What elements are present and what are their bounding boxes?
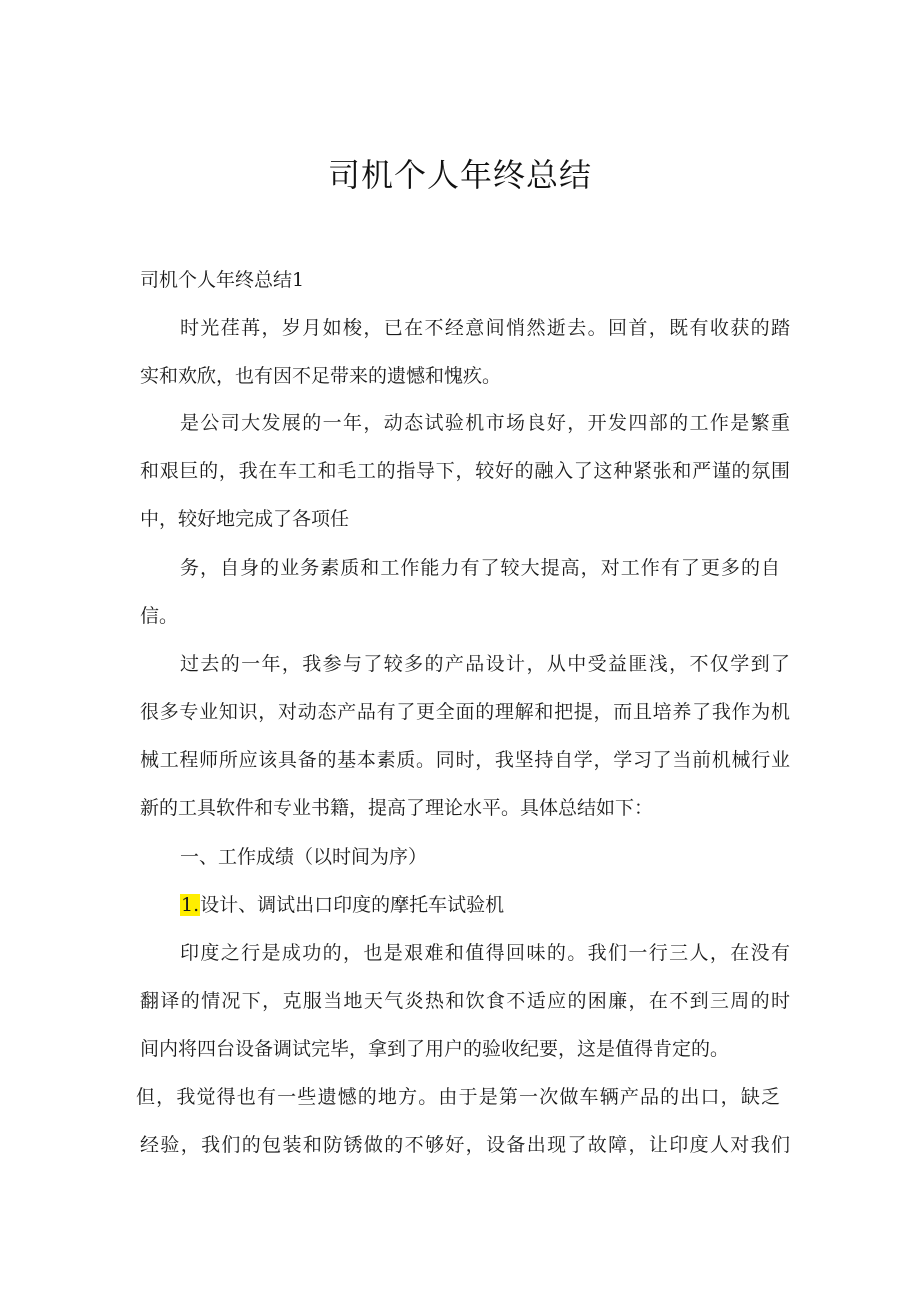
item-text: 设计、调试出口印度的摩托车试验机 bbox=[200, 894, 505, 916]
paragraph-line: 是公司大发展的一年，动态试验机市场良好，开发四部的工作是繁重 bbox=[180, 412, 790, 434]
paragraph-line: 和艰巨的，我在车工和毛工的指导下，较好的融入了这种紧张和严谨的氛围 bbox=[140, 460, 790, 482]
paragraph-line: 械工程师所应该具备的基本素质。同时，我坚持自学，学习了当前机械行业 bbox=[140, 749, 790, 771]
section-heading: 一、工作成绩（以时间为序） bbox=[180, 846, 428, 868]
paragraph-line: 印度之行是成功的，也是艰难和值得回味的。我们一行三人，在没有 bbox=[180, 942, 790, 964]
document-subtitle: 司机个人年终总结1 bbox=[140, 269, 305, 291]
item-number-highlight: 1. bbox=[181, 894, 200, 916]
paragraph-line: 实和欢欣，也有因不足带来的遗憾和愧疚。 bbox=[140, 365, 502, 387]
paragraph-line: 但，我觉得也有一些遗憾的地方。由于是第一次做车辆产品的出口，缺乏 bbox=[136, 1086, 780, 1108]
paragraph-line: 务，自身的业务素质和工作能力有了较大提高，对工作有了更多的自 bbox=[180, 557, 780, 579]
document-title: 司机个人年终总结 bbox=[327, 156, 592, 194]
paragraph-line: 很多专业知识，对动态产品有了更全面的理解和把提，而且培养了我作为机 bbox=[140, 701, 790, 723]
paragraph-line: 新的工具软件和专业书籍，提高了理论水平。具体总结如下： bbox=[140, 797, 654, 819]
list-item bbox=[180, 893, 504, 917]
paragraph-line: 翻译的情况下，克服当地天气炎热和饮食不适应的困廉，在不到三周的时 bbox=[140, 990, 790, 1012]
paragraph-line: 中，较好地完成了各项任 bbox=[140, 508, 350, 530]
paragraph-line: 过去的一年，我参与了较多的产品设计，从中受益匪浅，不仅学到了 bbox=[180, 653, 790, 675]
paragraph-line: 间内将四台设备调试完毕，拿到了用户的验收纪要，这是值得肯定的。 bbox=[140, 1038, 730, 1060]
paragraph-line: 经验，我们的包装和防锈做的不够好，设备出现了故障，让印度人对我们 bbox=[140, 1134, 790, 1156]
paragraph-line: 信。 bbox=[140, 605, 179, 627]
paragraph-line: 时光荏苒，岁月如梭，已在不经意间悄然逝去。回首，既有收获的踏 bbox=[180, 317, 790, 339]
